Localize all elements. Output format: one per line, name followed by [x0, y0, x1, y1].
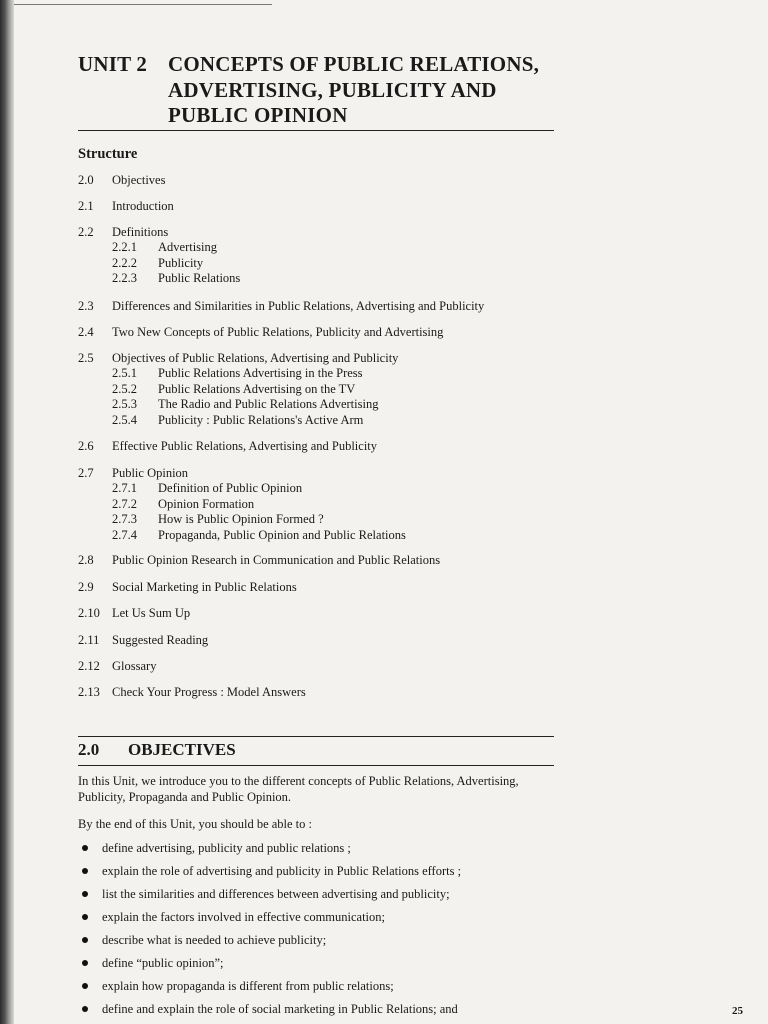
structure-subentry-text: Public Relations Advertising in the Press — [158, 366, 363, 380]
unit-title — [168, 52, 554, 129]
structure-subentry-text: Opinion Formation — [158, 496, 255, 511]
structure-subentry-text: Public Relations Advertising on the TV — [158, 381, 356, 396]
structure-entry-text: Objectives of Public Relations, Advertising and Publicity — [112, 351, 399, 365]
structure-entry-number: 2.9 — [78, 580, 94, 594]
objective-bullet-text: explain the role of advertising and publicity in Public Relations efforts ; — [102, 864, 462, 878]
structure-subentry-text: The Radio and Public Relations Advertising — [158, 397, 379, 411]
unit-title-line: ADVERTISING, PUBLICITY AND — [168, 77, 497, 102]
structure-entry-number: 2.0 — [78, 173, 94, 187]
structure-entry-text: Objectives — [112, 173, 166, 187]
objectives-lead: By the end of this Unit, you should be able to : — [78, 817, 313, 831]
header-rule — [78, 130, 554, 131]
bullet-dot-icon — [82, 937, 88, 943]
objective-bullet-text: explain the factors involved in effective communication; — [102, 910, 386, 924]
structure-entry-number: 2.1 — [78, 199, 94, 213]
bullet-dot-icon — [82, 914, 88, 920]
objective-bullet-text: define and explain the role of social marketing in Public Relations; and — [102, 1002, 458, 1016]
structure-subentry-text: Advertising — [158, 240, 218, 254]
structure-subentry-number: 2.5.1 — [112, 366, 137, 380]
structure-entry-text: Two New Concepts of Public Relations, Publicity and Advertising — [112, 325, 444, 339]
section-rule-bottom — [78, 765, 554, 766]
structure-subentry-number: 2.7.3 — [112, 512, 137, 526]
structure-subentry-number: 2.2.2 — [112, 255, 137, 270]
structure-entry-text: Check Your Progress : Model Answers — [112, 685, 306, 699]
page-number: 25 — [732, 1005, 743, 1017]
structure-subentry-text: Definition of Public Opinion — [158, 481, 303, 495]
structure-entry-text: Let Us Sum Up — [112, 606, 191, 620]
structure-entry-text: Social Marketing in Public Relations — [112, 580, 297, 594]
bullet-dot-icon — [82, 983, 88, 989]
section-title: OBJECTIVES — [128, 740, 236, 759]
structure-entry-text: Public Opinion — [112, 466, 189, 480]
structure-entry-number: 2.12 — [78, 659, 100, 673]
page-content — [78, 0, 554, 1024]
bullet-dot-icon — [82, 1006, 88, 1012]
structure-entry-text: Suggested Reading — [112, 633, 209, 647]
structure-entry-text: Glossary — [112, 659, 157, 673]
structure-entry-number: 2.4 — [78, 325, 94, 339]
objective-bullet-text: define advertising, publicity and public relations ; — [102, 841, 351, 855]
structure-heading: Structure — [78, 146, 138, 162]
structure-subentry-text: How is Public Opinion Formed ? — [158, 512, 324, 526]
structure-entry-number: 2.2 — [78, 225, 94, 239]
structure-entry-number: 2.11 — [78, 633, 100, 647]
bullet-dot-icon — [82, 868, 88, 874]
structure-entry-number: 2.8 — [78, 553, 94, 567]
objectives-intro-line: Publicity, Propaganda and Public Opinion. — [78, 790, 292, 804]
structure-subentry-number: 2.7.4 — [112, 527, 137, 542]
section-rule-top — [78, 736, 554, 737]
structure-subentry-number: 2.5.2 — [112, 381, 137, 396]
structure-subentry-text: Propaganda, Public Opinion and Public Relations — [158, 527, 406, 542]
structure-subentry-text: Publicity : Public Relations's Active Arm — [158, 412, 364, 427]
structure-subentry-text: Public Relations — [158, 271, 241, 285]
structure-entry-text: Differences and Similarities in Public Relations, Advertising and Publicity — [112, 299, 485, 313]
structure-entry-number: 2.5 — [78, 351, 94, 365]
bullet-dot-icon — [82, 891, 88, 897]
bullet-dot-icon — [82, 960, 88, 966]
structure-subentry-text: Publicity — [158, 255, 204, 270]
objective-bullet-text: define “public opinion”; — [102, 956, 224, 970]
objective-bullet-text: list the similarities and differences between advertising and publicity; — [102, 887, 450, 901]
objective-bullet-text: explain how propaganda is different from public relations; — [102, 979, 394, 993]
structure-subentry-number: 2.7.1 — [112, 481, 137, 495]
bullet-dot-icon — [82, 845, 88, 851]
unit-label: UNIT 2 — [78, 52, 148, 76]
structure-entry-text: Introduction — [112, 199, 174, 213]
structure-subentry-number: 2.2.1 — [112, 240, 137, 254]
structure-entry-text: Definitions — [112, 225, 169, 239]
scan-edge — [0, 0, 14, 1024]
structure-entry-text: Effective Public Relations, Advertising and Publicity — [112, 439, 378, 453]
structure-subentry-number: 2.5.3 — [112, 397, 137, 411]
section-number: 2.0 — [78, 740, 100, 759]
objective-bullet-text: describe what is needed to achieve publicity; — [102, 933, 327, 947]
objectives-intro-line: In this Unit, we introduce you to the different concepts of Public Relations, Advertising, — [78, 774, 519, 788]
structure-entry-text: Public Opinion Research in Communication and Public Relations — [112, 553, 441, 567]
structure-subentry-number: 2.2.3 — [112, 271, 137, 285]
unit-title-line: PUBLIC OPINION — [168, 103, 348, 127]
structure-subentry-number: 2.5.4 — [112, 412, 137, 427]
structure-subentry-number: 2.7.2 — [112, 496, 137, 511]
structure-entry-number: 2.13 — [78, 685, 100, 699]
structure-entry-number: 2.3 — [78, 299, 94, 313]
structure-entry-number: 2.6 — [78, 439, 94, 453]
unit-title-line: CONCEPTS OF PUBLIC RELATIONS, — [168, 52, 540, 76]
structure-entry-number: 2.7 — [78, 466, 94, 480]
structure-entry-number: 2.10 — [78, 606, 100, 620]
